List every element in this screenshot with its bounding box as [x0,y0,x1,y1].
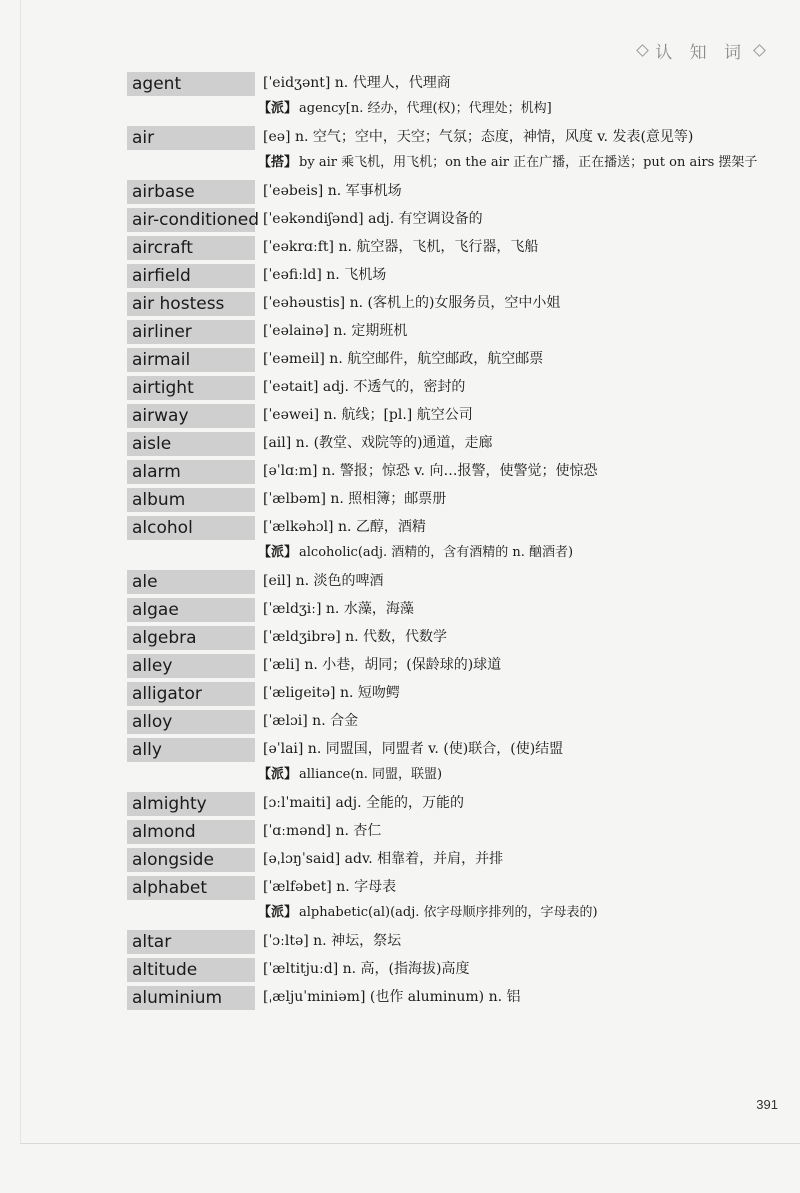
definition: [ˈeəbeis] n. 军事机场 [263,183,402,199]
sub-note-text: alcoholic(adj. 酒精的，含有酒精的 n. 酗酒者) [299,545,574,560]
vocab-entry [127,374,777,400]
definition: [eil] n. 淡色的啤酒 [263,573,384,589]
definition: [ˈeəfiːld] n. 飞机场 [263,267,387,283]
headword: algebra [127,626,255,650]
headword: almighty [127,792,255,816]
headword: airliner [127,320,255,344]
definition: [ɔːlˈmaiti] adj. 全能的，万能的 [263,795,465,811]
vocab-entry [127,874,777,900]
definition: [ˈælfəbet] n. 字母表 [263,879,397,895]
headword: algae [127,598,255,622]
headword: altitude [127,958,255,982]
definition: [əˈlai] n. 同盟国，同盟者 v. (使)联合，(使)结盟 [263,741,564,757]
definition: [ˈæltitjuːd] n. 高，(指海拔)高度 [263,961,470,977]
vocab-entry [127,430,777,456]
definition: [ˈɑːmənd] n. 杏仁 [263,823,382,839]
definition: [ˈæligeitə] n. 短吻鳄 [263,685,400,701]
vocab-entry [127,790,777,816]
vocab-entry [127,846,777,872]
definition: [ˈælbəm] n. 照相簿；邮票册 [263,491,447,507]
definition: [ˈælɔi] n. 合金 [263,713,359,729]
headword: agent [127,72,255,96]
definition: [ail] n. (教堂、戏院等的)通道，走廊 [263,435,493,451]
vocab-entry [127,652,777,678]
headword: air hostess [127,292,255,316]
page-left-edge [20,0,21,1143]
headword: airtight [127,376,255,400]
headword: airbase [127,180,255,204]
headword: album [127,488,255,512]
definition: [ˈeəwei] n. 航线；[pl.] 航空公司 [263,407,473,423]
diamond-icon [636,44,649,57]
vocab-entry [127,70,777,96]
vocab-entry [127,514,777,540]
headword: alloy [127,710,255,734]
vocab-entry [127,346,777,372]
vocab-entry [127,402,777,428]
sub-note [258,96,777,122]
vocab-entry [127,596,777,622]
sub-note-text: agency[n. 经办，代理(权)；代理处；机构] [299,101,552,116]
sub-note-text: by air 乘飞机，用飞机；on the air 正在广播，正在播送；put on airs 摆架子 [299,155,758,170]
definition: [ˈældʒibrə] n. 代数，代数学 [263,629,448,645]
definition: [ˈeəhəustis] n. (客机上的)女服务员，空中小姐 [263,295,561,311]
vocab-entry [127,234,777,260]
sub-note-tag: 【派】 [258,101,298,116]
vocab-entry [127,318,777,344]
definition: [əˌlɔŋˈsaid] adv. 相靠着，并肩，并排 [263,851,504,867]
page-header [632,38,770,63]
headword: almond [127,820,255,844]
page-bottom-edge [20,1143,800,1144]
sub-note [258,150,777,176]
headword: aircraft [127,236,255,260]
vocab-entry [127,458,777,484]
vocab-entry [127,680,777,706]
vocabulary-list [127,70,777,1010]
definition: [ˌæljuˈminiəm] (也作 aluminum) n. 铝 [263,989,521,1005]
headword: airmail [127,348,255,372]
vocab-entry [127,124,777,150]
diamond-icon [753,44,766,57]
sub-note-tag: 【搭】 [258,155,298,170]
headword: altar [127,930,255,954]
vocab-entry [127,736,777,762]
headword: aisle [127,432,255,456]
headword: aluminium [127,986,255,1010]
sub-note-text: alphabetic(al)(adj. 依字母顺序排列的，字母表的) [299,905,598,920]
headword: alley [127,654,255,678]
definition: [ˈælkəhɔl] n. 乙醇，酒精 [263,519,426,535]
sub-note-tag: 【派】 [258,905,298,920]
sub-note-tag: 【派】 [258,767,298,782]
vocab-entry [127,956,777,982]
definition: [ˈeəkəndiʃənd] adj. 有空调设备的 [263,211,483,227]
definition: [ˈældʒiː] n. 水藻，海藻 [263,601,414,617]
vocab-entry [127,486,777,512]
vocab-entry [127,568,777,594]
sub-note [258,762,777,788]
vocab-entry [127,708,777,734]
sub-note [258,540,777,566]
definition: [ˈeətait] adj. 不透气的，密封的 [263,379,466,395]
sub-note-text: alliance(n. 同盟，联盟) [299,767,443,782]
page-number: 391 [756,1097,778,1112]
headword: ale [127,570,255,594]
definition: [eə] n. 空气；空中，天空；气氛；态度，神情，风度 v. 发表(意见等) [263,129,694,145]
vocab-entry [127,290,777,316]
headword: alarm [127,460,255,484]
vocab-entry [127,206,777,232]
vocab-entry [127,262,777,288]
sub-note-tag: 【派】 [258,545,298,560]
vocab-entry [127,178,777,204]
headword: air-conditioned [127,208,255,232]
definition: [ˈeidʒənt] n. 代理人，代理商 [263,75,451,91]
vocab-entry [127,984,777,1010]
headword: ally [127,738,255,762]
headword: alligator [127,682,255,706]
header-title: 认 知 词 [655,43,747,63]
definition: [ˈeəkrɑːft] n. 航空器，飞机，飞行器，飞船 [263,239,539,255]
vocab-entry [127,928,777,954]
sub-note [258,900,777,926]
definition: [ˈeəmeil] n. 航空邮件，航空邮政，航空邮票 [263,351,544,367]
vocab-entry [127,624,777,650]
definition: [ˈeəlainə] n. 定期班机 [263,323,408,339]
vocab-entry [127,818,777,844]
definition: [ˈæli] n. 小巷，胡同；(保龄球的)球道 [263,657,502,673]
headword: alcohol [127,516,255,540]
headword: alongside [127,848,255,872]
headword: alphabet [127,876,255,900]
headword: airway [127,404,255,428]
definition: [əˈlɑːm] n. 警报；惊恐 v. 向…报警，使警觉；使惊恐 [263,463,598,479]
headword: airfield [127,264,255,288]
definition: [ˈɔːltə] n. 神坛，祭坛 [263,933,402,949]
headword: air [127,126,255,150]
